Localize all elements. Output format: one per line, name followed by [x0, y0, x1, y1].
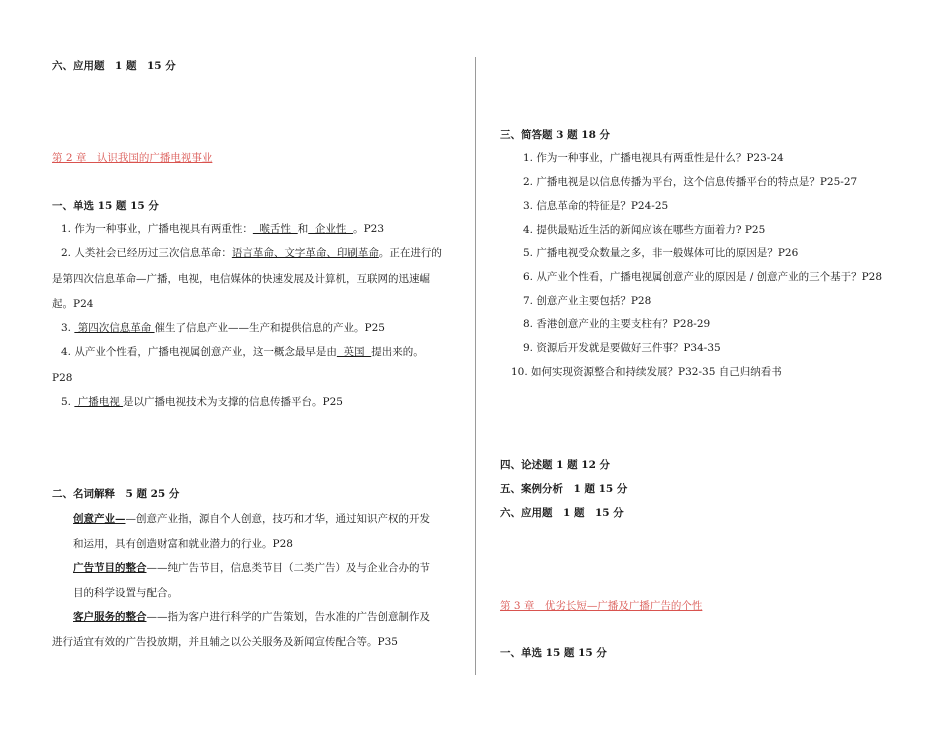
section-header: 三、简答题 3 题 18 分	[500, 129, 611, 141]
question-2: 2. 人类社会已经历过三次信息革命：语言革命、文字革命、印刷革命。正在进行的	[61, 247, 442, 259]
question-4-continued: P28	[52, 372, 73, 384]
answer: 广播电视	[74, 396, 124, 408]
term-definition-continued: 目的科学设置与配合。	[73, 587, 178, 599]
section-header: 五、案例分析 1 题 15 分	[500, 483, 628, 495]
term-definition-continued: 和运用，具有创造财富和就业潜力的行业。P28	[73, 538, 293, 550]
column-divider	[475, 57, 476, 675]
list-item: 5. 广播电视受众数量之多，非一般媒体可比的原因是？P26	[523, 247, 799, 259]
section-header: 六、应用题 1 题 15 分	[500, 507, 624, 519]
list-item: 7. 创意产业主要包括？P28	[523, 295, 652, 307]
question-5: 5. 广播电视 是以广播电视技术为支撑的信息传播平台。P25	[61, 396, 343, 408]
term-definition: 广告节目的整合——纯广告节目，信息类节目（二类广告）及与企业合办的节	[73, 562, 430, 574]
question-3: 3. 第四次信息革命 催生了信息产业——生产和提供信息的产业。P25	[61, 322, 385, 334]
list-item: 9. 资源后开发就是要做好三件事？P34-35	[523, 342, 721, 354]
term: 广告节目的整合	[73, 562, 147, 574]
chapter-title: 第 3 章 优劣长短—广播及广播广告的个性	[500, 600, 703, 612]
term-definition-continued: 进行适宜有效的广告投放期，并且辅之以公关服务及新闻宣传配合等。P35	[52, 636, 398, 648]
term: 创意产业—	[73, 513, 126, 525]
answer: 语言革命、文字革命、印刷革命	[231, 247, 379, 259]
section-header: 一、单选 15 题 15 分	[500, 647, 607, 659]
list-item: 3. 信息革命的特征是？P24-25	[523, 200, 669, 212]
term-definition: 客户服务的整合——指为客户进行科学的广告策划，告水准的广告创意制作及	[73, 611, 430, 623]
list-item: 8. 香港创意产业的主要支柱有？P28-29	[523, 318, 711, 330]
chapter-title: 第 2 章 认识我国的广播电视事业	[52, 152, 213, 164]
question-2-continued: 是第四次信息革命—广播，电视，电信媒体的快速发展及计算机，互联网的迅速崛	[52, 273, 430, 285]
section-header: 四、论述题 1 题 12 分	[500, 459, 611, 471]
list-item: 4. 提供最贴近生活的新闻应该在哪些方面着力? P25	[523, 224, 766, 236]
answer: 英国	[336, 346, 372, 358]
term: 客户服务的整合	[73, 611, 147, 623]
section-header: 一、单选 15 题 15 分	[52, 200, 159, 212]
list-item: 2. 广播电视是以信息传播为平台，这个信息传播平台的特点是？P25-27	[523, 176, 858, 188]
list-item: 1. 作为一种事业，广播电视具有两重性是什么？P23-24	[523, 152, 784, 164]
answer: 第四次信息革命	[74, 322, 155, 334]
section-header: 六、应用题 1 题 15 分	[52, 60, 176, 72]
answer: 喉舌性	[252, 223, 298, 235]
term-definition: 创意产业——创意产业指，源自个人创意，技巧和才华，通过知识产权的开发	[73, 513, 430, 525]
list-item: 6. 从产业个性看，广播电视属创意产业的原因是 / 创意产业的三个基于？P28	[523, 271, 882, 283]
list-item: 10. 如何实现资源整合和持续发展？P32-35 自己归纳看书	[511, 366, 782, 378]
section-header: 二、名词解释 5 题 25 分	[52, 488, 180, 500]
question-4: 4. 从产业个性看，广播电视属创意产业，这一概念最早是由 英国 提出来的。	[61, 346, 424, 358]
answer: 企业性	[308, 223, 354, 235]
question-1: 1. 作为一种事业，广播电视具有两重性： 喉舌性 和 企业性 。P23	[61, 223, 385, 235]
question-2-continued: 起。P24	[52, 298, 94, 310]
